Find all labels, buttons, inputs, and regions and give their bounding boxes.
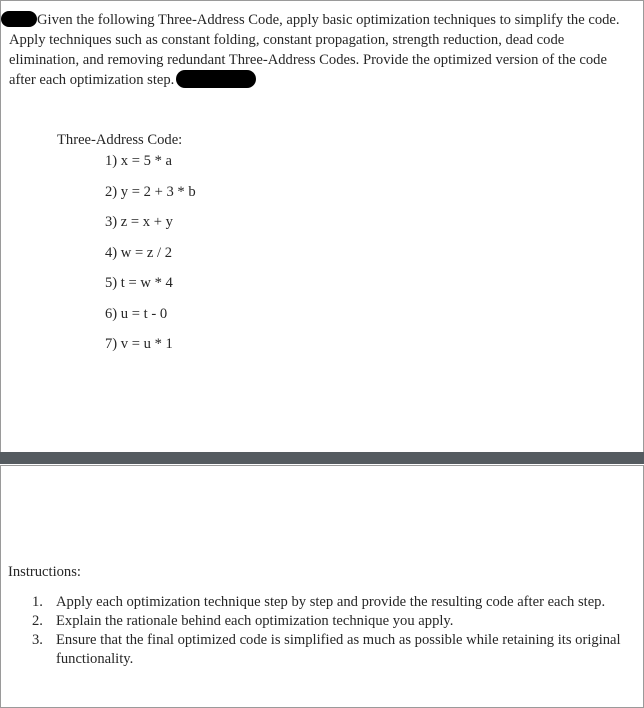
instruction-item — [32, 612, 628, 631]
code-line: 4) w = z / 2 — [105, 244, 172, 261]
code-line: 7) v = u * 1 — [105, 336, 173, 352]
instruction-number: 2. — [32, 613, 43, 629]
code-heading: Three-Address Code: — [57, 132, 183, 148]
instruction-item — [32, 593, 628, 612]
question-intro — [9, 10, 621, 90]
instructions-list — [32, 593, 628, 669]
code-line: 6) u = t - 0 — [105, 305, 168, 322]
redaction-mark-left — [1, 11, 37, 27]
code-line: 5) t = w * 4 — [105, 275, 173, 291]
instruction-item — [32, 631, 628, 669]
instruction-number: 3. — [32, 632, 43, 648]
code-list — [105, 152, 196, 366]
redaction-mark-right — [176, 70, 256, 88]
instructions-panel — [0, 465, 644, 708]
instruction-text: Apply each optimization technique step by step and provide the resulting code after each step. — [56, 594, 606, 610]
instructions-heading: Instructions: — [8, 564, 81, 580]
code-line: 2) y = 2 + 3 * b — [105, 183, 196, 200]
instruction-text: Explain the rationale behind each optimization technique you apply. — [56, 613, 454, 629]
question-intro-text: Given the following Three-Address Code, apply basic optimization techniques to simplify the code. Apply techniques such as constant folding, constant propagation, strength reduction, dead code elimination, and removing redundant Three-Address Codes. Provide the optimized version of the code after each optimization step. — [9, 12, 620, 88]
instruction-text: Ensure that the final optimized code is simplified as much as possible while retaining its original functionality. — [56, 632, 621, 667]
instruction-number: 1. — [32, 594, 43, 610]
code-line: 3) z = x + y — [105, 214, 173, 230]
section-divider — [0, 452, 644, 464]
code-line: 1) x = 5 * a — [105, 153, 172, 169]
